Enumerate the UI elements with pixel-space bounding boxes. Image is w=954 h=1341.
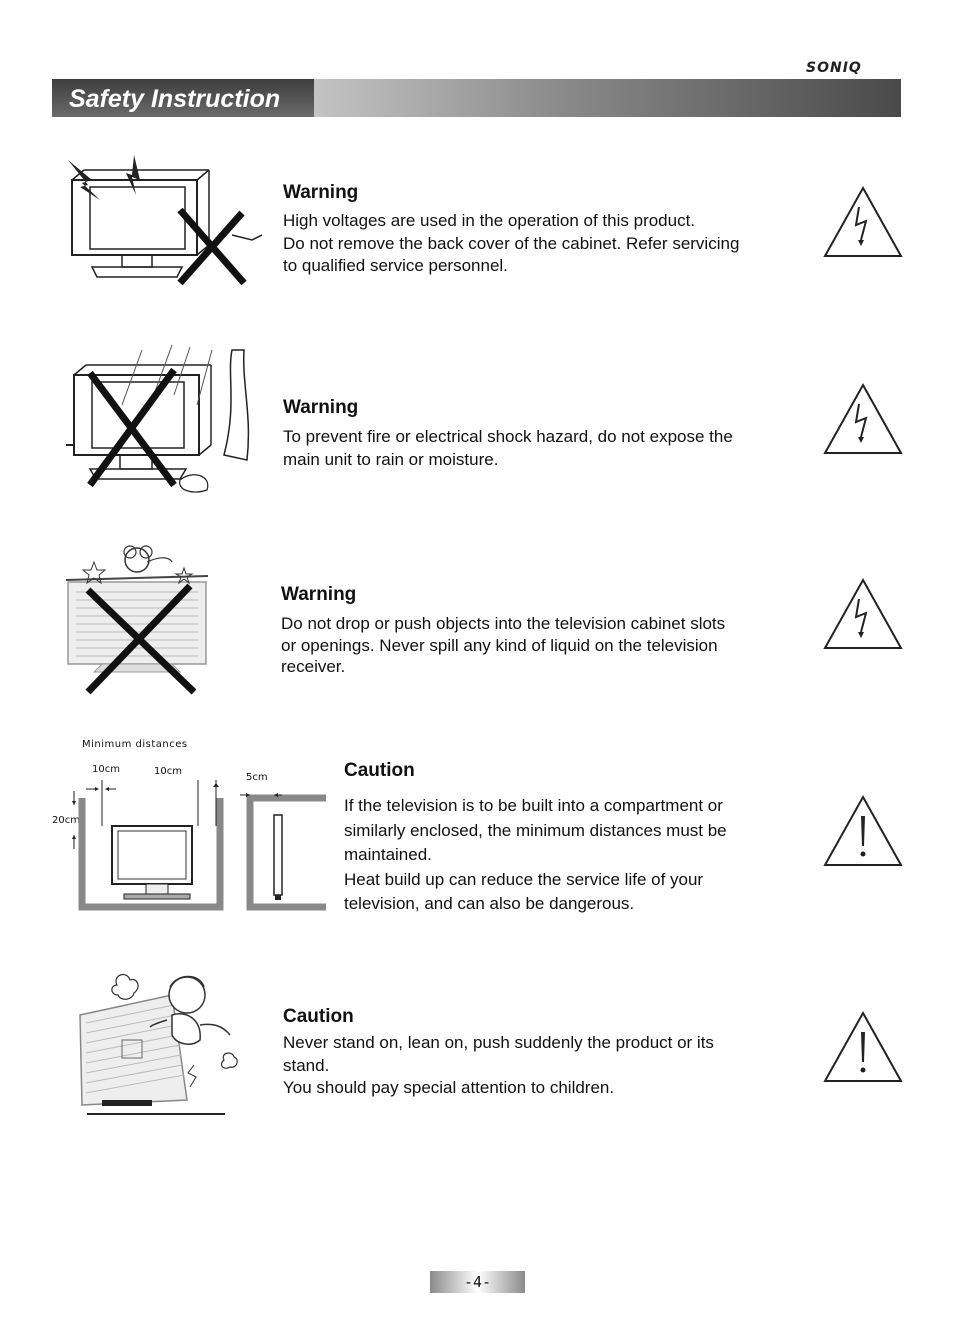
- section-line: or openings. Never spill any kind of liquid on the television: [281, 635, 718, 655]
- caution-exclamation-icon: [822, 794, 904, 868]
- section-heading: Warning: [281, 584, 357, 605]
- section-heading: Warning: [283, 182, 359, 203]
- section-header: [52, 79, 901, 117]
- section-heading: Caution: [344, 760, 415, 781]
- diagram-top-gap-label: 10cm: [92, 764, 120, 775]
- diagram-drawing: [50, 735, 335, 915]
- section-line: stand.: [283, 1055, 330, 1075]
- diagram-back-gap-label: 5cm: [246, 772, 268, 783]
- page-number: -4-: [430, 1271, 525, 1293]
- minimum-distances-diagram: [50, 735, 335, 915]
- tv-back-cover-illustration: [62, 155, 262, 295]
- section-line: Do not remove the back cover of the cabinet. Refer servicing: [283, 233, 740, 253]
- brand-logo: SONIQ: [806, 60, 862, 76]
- section-heading: Warning: [283, 397, 359, 418]
- tv-rain-illustration: [62, 345, 262, 500]
- page-title: Safety Instruction: [69, 85, 281, 113]
- tv-objects-liquid-illustration: [62, 540, 262, 700]
- electric-shock-warning-icon: [822, 185, 904, 259]
- child-leaning-on-tv-illustration: [72, 965, 257, 1120]
- section-line: television, and can also be dangerous.: [344, 894, 635, 913]
- section-line: Never stand on, lean on, push suddenly the product or its: [283, 1033, 714, 1052]
- caution-exclamation-icon: [822, 1010, 904, 1084]
- warning-section-3: [281, 584, 811, 678]
- section-line: You should pay special attention to children.: [283, 1078, 615, 1097]
- section-line: High voltages are used in the operation of this product.: [283, 211, 696, 230]
- warning-section-2: [283, 397, 813, 471]
- caution-section-2: [283, 1006, 813, 1100]
- warning-section-1: [283, 182, 813, 278]
- section-line: To prevent fire or electrical shock hazard, do not expose the: [283, 427, 733, 446]
- section-line: similarly enclosed, the minimum distances must be: [344, 820, 727, 840]
- section-line: to qualified service personnel.: [283, 256, 508, 275]
- section-line: Do not drop or push objects into the television cabinet slots: [281, 614, 726, 633]
- section-line: If the television is to be built into a compartment or: [344, 796, 723, 815]
- electric-shock-warning-icon: [822, 577, 904, 651]
- electric-shock-warning-icon: [822, 382, 904, 456]
- caution-section-1: [344, 760, 814, 917]
- diagram-side-gap-label: 10cm: [154, 766, 182, 777]
- diagram-title: Minimum distances: [82, 739, 188, 750]
- section-line: receiver.: [281, 657, 346, 676]
- section-line: maintained.: [344, 845, 432, 864]
- diagram-bottom-gap-label: 20cm: [52, 815, 80, 826]
- section-line: Heat build up can reduce the service life of your: [344, 869, 704, 889]
- section-heading: Caution: [283, 1006, 354, 1027]
- section-line: main unit to rain or moisture.: [283, 449, 499, 469]
